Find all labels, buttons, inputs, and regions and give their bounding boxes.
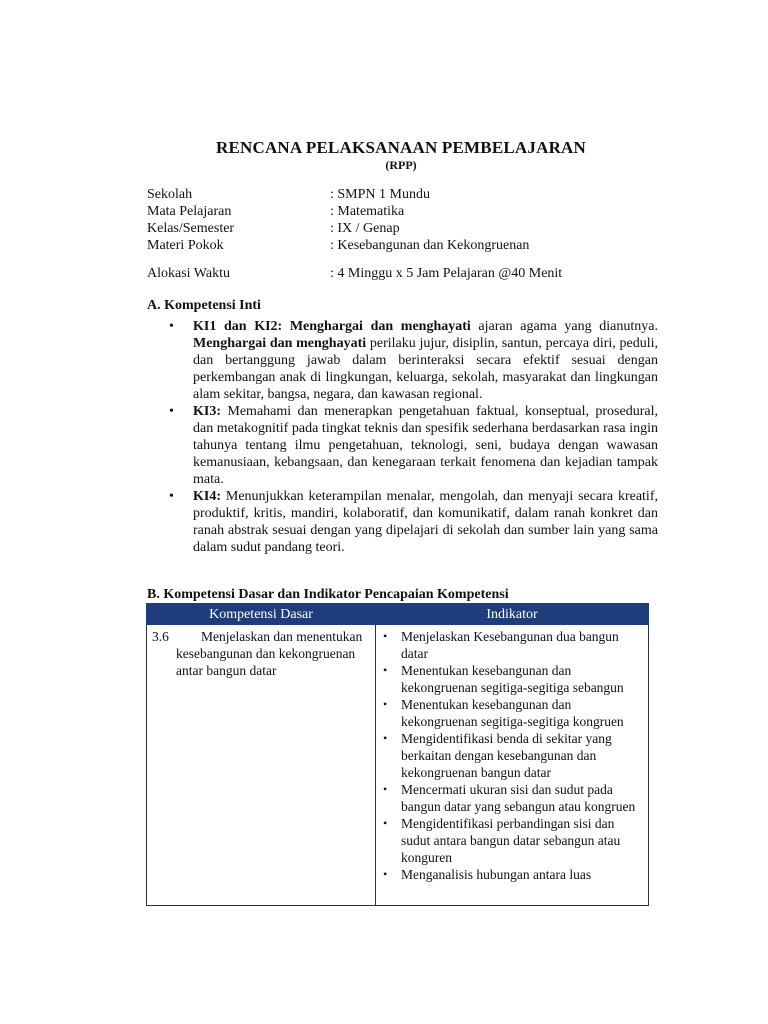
column-header-kompetensi-dasar: Kompetensi Dasar <box>147 604 376 625</box>
bullet-icon: • <box>169 404 174 419</box>
table-row <box>147 625 649 906</box>
ki-text: Memahami dan menerapkan pengetahuan faktual, konseptual, prosedural, dan metakognitif pada tingkat teknis dan spesifik sederhana berdasarkan rasa ingin tahunya tentang ilmu pengetahuan, teknologi, seni, budaya dengan wawasan kemanusiaan, kebangsaan, dan kenegaraan terkait fenomena dan kejadian tampak mata. <box>193 404 658 487</box>
bullet-icon: • <box>169 319 174 334</box>
document-subtitle: (RPP) <box>385 158 417 172</box>
list-item: • Menjelaskan Kesebangunan dua bangun datar <box>383 629 619 661</box>
list-item <box>169 488 658 556</box>
list-item: • Mengidentifikasi perbandingan sisi dan sudut antara bangun datar sebangun atau konguren <box>383 816 621 865</box>
kd-indikator-table <box>146 603 649 906</box>
document-title: RENCANA PELAKSANAAN PEMBELAJARAN <box>215 138 587 157</box>
bullet-icon: • <box>383 867 388 881</box>
bullet-icon: • <box>383 731 388 745</box>
kompetensi-inti-list <box>169 318 658 556</box>
indikator-cell <box>376 625 649 906</box>
list-item: • Mencermati ukuran sisi dan sudut pada bangun datar yang sebangun atau kongruen <box>383 782 636 814</box>
bullet-icon: • <box>169 489 174 504</box>
info-label: Alokasi Waktu <box>147 266 230 281</box>
ki-label: KI4: <box>193 489 221 504</box>
kd-text: Menjelaskan dan menentukan kesebangunan dan kekongruenan antar bangun datar <box>176 629 363 678</box>
list-item: • Menentukan kesebangunan dan kekongruenan segitiga-segitiga kongruen <box>383 697 624 729</box>
list-item <box>169 403 658 488</box>
info-label: Kelas/Semester <box>147 221 235 236</box>
info-value: : Kesebangunan dan Kekongruenan <box>330 238 530 253</box>
section-a-heading: A. Kompetensi Inti <box>147 298 261 313</box>
bullet-icon: • <box>383 629 388 643</box>
section-b-heading: B. Kompetensi Dasar dan Indikator Pencapaian Kompetensi <box>147 587 509 602</box>
column-header-indikator: Indikator <box>376 604 649 625</box>
info-label: Sekolah <box>147 187 193 202</box>
kd-cell <box>147 625 376 906</box>
info-value: : IX / Genap <box>330 221 400 236</box>
list-item: • Menentukan kesebangunan dan kekongruenan segitiga-segitiga sebangun <box>383 663 624 695</box>
table-header-row <box>147 604 649 625</box>
ki-label: KI1 dan KI2: Menghargai dan menghayati <box>193 319 471 334</box>
info-value: : Matematika <box>330 204 405 219</box>
bullet-icon: • <box>383 816 388 830</box>
bullet-icon: • <box>383 782 388 796</box>
info-value: : 4 Minggu x 5 Jam Pelajaran @40 Menit <box>330 266 563 281</box>
info-label: Mata Pelajaran <box>147 204 232 219</box>
bullet-icon: • <box>383 663 388 677</box>
list-item <box>169 318 658 403</box>
bullet-icon: • <box>383 697 388 711</box>
info-label: Materi Pokok <box>147 238 224 253</box>
ki-text: Menunjukkan keterampilan menalar, mengolah, dan menyaji secara kreatif, produktif, kritis, mandiri, kolaboratif, dan komunikatif, dalam ranah konkret dan ranah abstrak sesuai dengan yang dipelajari di sekolah dan sumber lain yang sama dalam sudut pandang teori. <box>193 489 658 555</box>
ki-text: perilaku jujur, disiplin, santun, percaya diri, peduli, dan bertanggung jawab dalam berinteraksi secara efektif sesuai dengan perkembangan anak di lingkungan, keluarga, sekolah, masyarakat dan lingkungan alam sekitar, bangsa, negara, dan kawasan regional. <box>193 336 658 402</box>
kd-number: 3.6 <box>152 629 169 644</box>
ki-text: ajaran agama yang dianutnya. <box>470 319 658 334</box>
ki-label: KI3: <box>193 404 221 419</box>
info-value: : SMPN 1 Mundu <box>330 187 430 202</box>
list-item: • Mengidentifikasi benda di sekitar yang berkaitan dengan kesebangunan dan kekongruenan bangun datar <box>383 731 612 780</box>
ki-emphasis: Menghargai dan menghayati <box>193 336 367 351</box>
list-item: • Menganalisis hubungan antara luas <box>383 867 592 882</box>
